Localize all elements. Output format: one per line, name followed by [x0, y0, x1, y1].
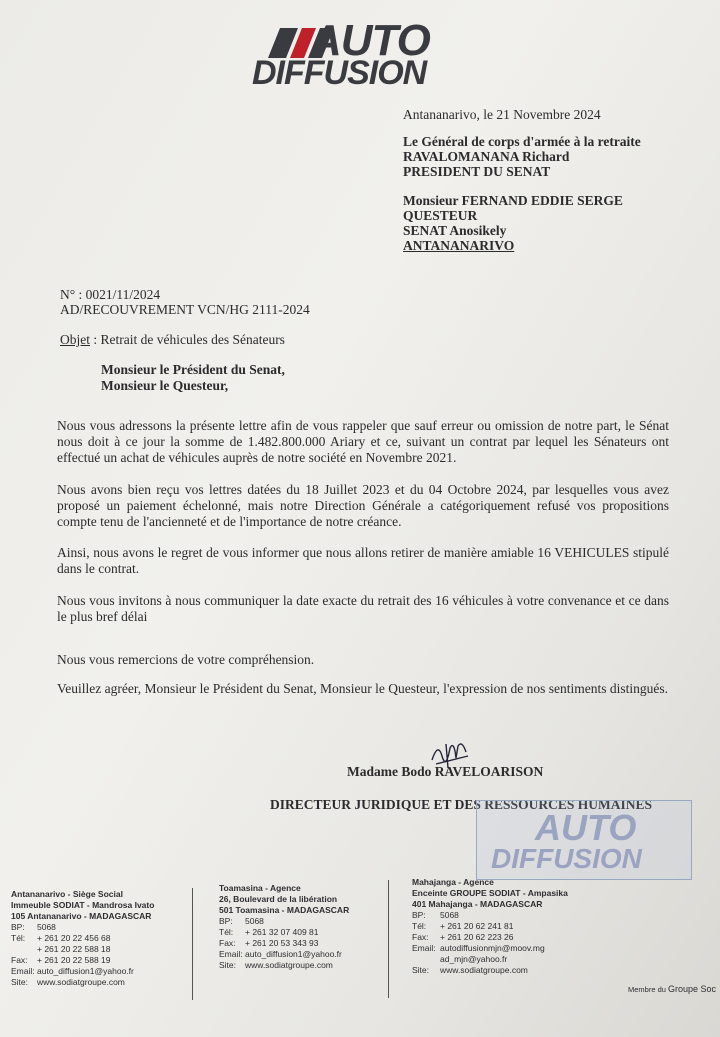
- footer-antananarivo: [11, 889, 154, 988]
- footer-col3-email1: autodiffusionmjn@moov.mg: [440, 943, 545, 953]
- bp-label: BP:: [219, 916, 233, 926]
- footer-col3-addr1: Enceinte GROUPE SODIAT - Ampasika: [412, 888, 568, 898]
- body-paragraph-1: Nous vous adressons la présente lettre afin de vous rappeler que sauf erreur ou omission de notre part, le Sénat nous doit à ce jour la somme de 1.482.800.000 Ariary et ce, suivant un contrat par lequel les Sénateurs ont effectué un achat de véhicules auprès de notre société en Novembre 2021.: [57, 418, 669, 465]
- footer-col2-addr1: 26, Boulevard de la libération: [219, 894, 338, 904]
- footer-col1-fax: + 261 20 22 588 19: [37, 955, 111, 965]
- member-group: Groupe Soc: [668, 984, 717, 994]
- stamp-word-auto: AUTO: [535, 807, 637, 848]
- place-date: Antananarivo, le 21 Novembre 2024: [403, 107, 601, 122]
- stamp-word-diffusion: DIFFUSION: [491, 843, 642, 874]
- salutation-line-1: Monsieur le Président du Senat,: [101, 362, 285, 377]
- footer-col1-tel2: + 261 20 22 588 18: [37, 944, 111, 954]
- body-paragraph-2: Nous avons bien reçu vos lettres datées du 18 Juillet 2023 et du 04 Octobre 2024, par lesquelles vous avez proposé un paiement échelonné, mais notre Direction Générale a catégoriquement refusé vos propositions compte tenu de l'ancienneté et de l'importance de notre créance.: [57, 482, 669, 529]
- footer-col3-title: Mahajanga - Agence: [412, 877, 494, 887]
- footer-toamasina: [219, 883, 349, 971]
- email-label: Email:: [11, 966, 35, 976]
- footer-col3-fax: + 261 20 62 223 26: [440, 932, 514, 942]
- footer-col2-email: auto_diffusion1@yahoo.fr: [245, 949, 342, 959]
- recipient-line-3: SENAT Anosikely: [403, 223, 507, 238]
- logo-word-diffusion: DIFFUSION: [252, 54, 427, 92]
- tel-label: Tél:: [412, 921, 427, 931]
- bp-label: BP:: [11, 922, 25, 932]
- tel-label: Tél:: [11, 933, 26, 943]
- subject-label: Objet: [60, 332, 90, 347]
- member-prefix: Membre du: [628, 985, 666, 994]
- footer-group-membership: [628, 984, 716, 995]
- subject-line: [60, 332, 285, 347]
- logo-word-auto: AUTO: [310, 16, 430, 65]
- company-stamp: [476, 800, 692, 880]
- recipient-line-4: ANTANANARIVO: [403, 238, 515, 253]
- footer-col3-tel: + 261 20 62 241 81: [440, 921, 514, 931]
- fax-label: Fax:: [219, 938, 236, 948]
- footer-col2-tel: + 261 32 07 409 81: [245, 927, 319, 937]
- email-label: Email:: [412, 943, 436, 953]
- email-label: Email:: [219, 949, 243, 959]
- footer-col3-email2: ad_mjn@yahoo.fr: [440, 954, 508, 964]
- bp-label: BP:: [412, 910, 426, 920]
- fax-label: Fax:: [412, 932, 429, 942]
- footer-col1-tel1: + 261 20 22 456 68: [37, 933, 111, 943]
- salutation-line-2: Monsieur le Questeur,: [101, 378, 229, 393]
- reference-code: AD/RECOUVREMENT VCN/HG 2111-2024: [60, 302, 310, 317]
- footer-col1-addr2: 105 Antananarivo - MADAGASCAR: [11, 911, 152, 921]
- signatory-title: DIRECTEUR JURIDIQUE ET DES RESSOURCES HUMAINES: [270, 797, 652, 812]
- body-paragraph-4: Nous vous invitons à nous communiquer la date exacte du retrait des 16 véhicules à votre convenance et ce dans le plus bref délai: [57, 593, 669, 624]
- site-label: Site:: [11, 977, 29, 987]
- footer-divider-1: [192, 888, 193, 1000]
- recipient-line-1: Monsieur FERNAND EDDIE SERGE: [403, 193, 623, 208]
- sender-line-2: RAVALOMANANA Richard: [403, 149, 570, 164]
- signatory-name: Madame Bodo RAVELOARISON: [347, 764, 544, 779]
- company-logo: [250, 12, 450, 90]
- footer-col2-fax: + 261 20 53 343 93: [245, 938, 319, 948]
- footer-col2-site: www.sodiatgroupe.com: [245, 960, 333, 970]
- sender-line-3: PRESIDENT DU SENAT: [403, 164, 551, 179]
- subject-text: : Retrait de véhicules des Sénateurs: [93, 332, 285, 347]
- footer-col2-title: Toamasina - Agence: [219, 883, 301, 893]
- footer-col3-bp: 5068: [440, 910, 459, 920]
- footer-col2-bp: 5068: [245, 916, 264, 926]
- body-paragraph-5: Nous vous remercions de votre compréhension.: [57, 652, 315, 667]
- tel-label: Tél:: [219, 927, 234, 937]
- footer-col1-bp: 5068: [37, 922, 56, 932]
- sender-line-1: Le Général de corps d'armée à la retraite: [403, 134, 641, 149]
- footer-col1-site: www.sodiatgroupe.com: [37, 977, 125, 987]
- body-paragraph-6: Veuillez agréer, Monsieur le Président du Senat, Monsieur le Questeur, l'expression de nos sentiments distingués.: [57, 681, 668, 696]
- reference-number: N° : 0021/11/2024: [60, 287, 161, 302]
- footer-mahajanga: [412, 877, 568, 976]
- footer-col2-addr2: 501 Toamasina - MADAGASCAR: [219, 905, 350, 915]
- footer-col1-addr1: Immeuble SODIAT - Mandrosa Ivato: [11, 900, 155, 910]
- site-label: Site:: [219, 960, 237, 970]
- body-paragraph-3: Ainsi, nous avons le regret de vous informer que nous allons retirer de manière amiable 16 VEHICULES stipulé dans le contrat.: [57, 545, 669, 576]
- recipient-line-2: QUESTEUR: [403, 208, 478, 223]
- fax-label: Fax:: [11, 955, 28, 965]
- footer-col3-addr2: 401 Mahajanga - MADAGASCAR: [412, 899, 543, 909]
- footer-col1-title: Antananarivo - Siège Social: [11, 889, 123, 899]
- footer-col3-site: www.sodiatgroupe.com: [440, 965, 528, 975]
- footer-divider-2: [388, 880, 389, 998]
- site-label: Site:: [412, 965, 430, 975]
- footer-col1-email: auto_diffusion1@yahoo.fr: [37, 966, 134, 976]
